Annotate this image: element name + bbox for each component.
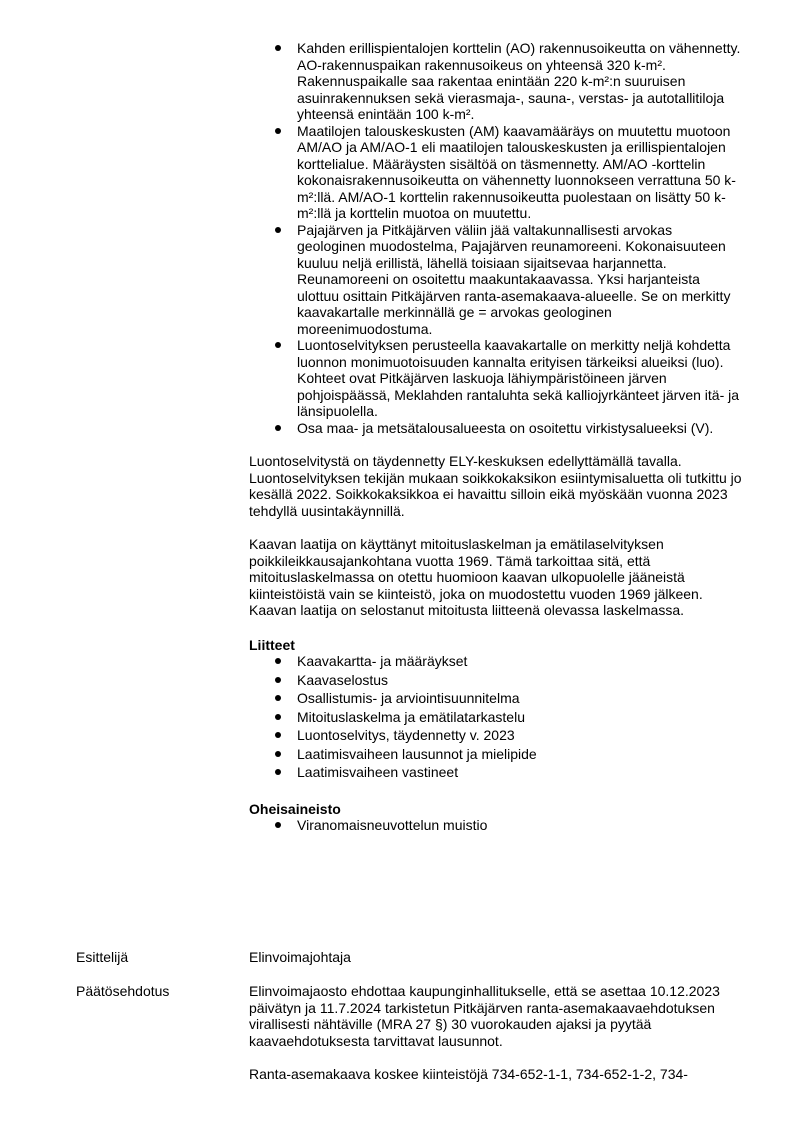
list-item: Laatimisvaiheen vastineet	[249, 764, 744, 781]
list-item: Osallistumis- ja arviointisuunnitelma	[249, 690, 744, 707]
list-item: Maatilojen talouskeskusten (AM) kaavamääräys on muutettu muotoon AM/AO ja AM/AO-1 eli maatilojen talouskeskusten ja erillispientalojen korttelialue. Määräysten sisältöä on täsmennetty. AM/AO -korttelin kokonaisrakennusoikeutta on vähennetty luonnokseen verrattuna 50 k-m²:llä. AM/AO-1 korttelin rakennusoikeutta puolestaan on lisätty 50 k-m²:llä ja korttelin muotoa on muutettu.	[249, 123, 744, 222]
list-item: Kahden erillispientalojen korttelin (AO) rakennusoikeutta on vähennetty. AO-rakennuspaikan rakennusoikeus on yhteensä 320 k-m². Rakennuspaikalle saa rakentaa enintään 220 k-m²:n suuruisen asuinrakennuksen sekä vierasmaja-, sauna-, verstas- ja autotallitiloja yhteensä enintään 100 k-m².	[249, 40, 744, 123]
esittelija-label: Esittelijä	[76, 949, 129, 965]
list-item: Kaavaselostus	[249, 672, 744, 689]
list-item: Luontoselvitys, täydennetty v. 2023	[249, 727, 744, 744]
paatosehdotus-paragraph: Elinvoimajaosto ehdottaa kaupunginhallitukselle, että se asettaa 10.12.2023 päivätyn ja 11.7.2024 tarkistetun Pitkäjärven ranta-asemakaavaehdotuksen virallisesti nähtäville (MRA 27 §) 30 vuorokauden ajaksi ja pyytää kaavaehdotuksesta tarvittavat lausunnot.	[249, 983, 720, 1049]
paragraph-luontoselvitys: Luontoselvitystä on täydennetty ELY-keskuksen edellyttämällä tavalla. Luontoselvityksen tekijän mukaan soikkokaksikon esiintymisaluetta oli tutkittu jo kesällä 2022. Soikkokaksikkoa ei havaittu silloin eikä myöskään vuonna 2023 tehdyllä uusintakäynnillä.	[249, 453, 742, 519]
paatosehdotus-paragraph-2: Ranta-asemakaava koskee kiinteistöjä 734-652-1-1, 734-652-1-2, 734-	[249, 1066, 688, 1082]
list-item: Luontoselvityksen perusteella kaavakartalle on merkitty neljä kohdetta luonnon monimuotoisuuden kannalta erityisen tärkeiksi alueiksi (luo). Kohteet ovat Pitkäjärven laskuoja lähiympäristöineen järven pohjoispäässä, Meklahden rantaluhta sekä kalliojyrkänteet järven itä- ja länsipuolella.	[249, 337, 744, 420]
list-item: Mitoituslaskelma ja emätilatarkastelu	[249, 709, 744, 726]
list-item: Laatimisvaiheen lausunnot ja mielipide	[249, 746, 744, 763]
oheisaineisto-list	[249, 817, 744, 834]
changes-list	[249, 40, 744, 436]
paragraph-mitoitus: Kaavan laatija on käyttänyt mitoituslaskelman ja emätilaselvityksen poikkileikkausajankohtana vuotta 1969. Tämä tarkoittaa sitä, että mitoituslaskelmassa on otettu huomioon kaavan ulkopuolelle jääneistä kiinteistöistä vain se kiinteistö, joka on muodostettu vuoden 1969 jälkeen. Kaavan laatija on selostanut mitoitusta liitteenä olevassa laskelmassa.	[249, 536, 703, 618]
paatosehdotus-label: Päätösehdotus	[76, 983, 170, 999]
liitteet-list	[249, 653, 744, 781]
list-item: Viranomaisneuvottelun muistio	[249, 817, 744, 834]
main-content	[249, 40, 744, 836]
list-item: Pajajärven ja Pitkäjärven väliin jää valtakunnallisesti arvokas geologinen muodostelma, Pajajärven reunamoreeni. Kokonaisuuteen kuuluu neljä erillistä, lähellä toisiaan sijaitsevaa harjannetta. Reunamoreeni on osoitettu maakuntakaavassa. Yksi harjanteista ulottuu osittain Pitkäjärven ranta-asemakaava-alueelle. Se on merkitty kaavakartalle merkinnällä ge = arvokas geologinen moreenimuodostuma.	[249, 222, 744, 338]
oheisaineisto-heading: Oheisaineisto	[249, 800, 341, 817]
list-item: Kaavakartta- ja määräykset	[249, 653, 744, 670]
paatosehdotus-value	[249, 983, 744, 1083]
esittelija-value: Elinvoimajohtaja	[249, 949, 351, 965]
liitteet-heading: Liitteet	[249, 636, 295, 653]
list-item: Osa maa- ja metsätalousalueesta on osoitettu virkistysalueeksi (V).	[249, 420, 744, 437]
